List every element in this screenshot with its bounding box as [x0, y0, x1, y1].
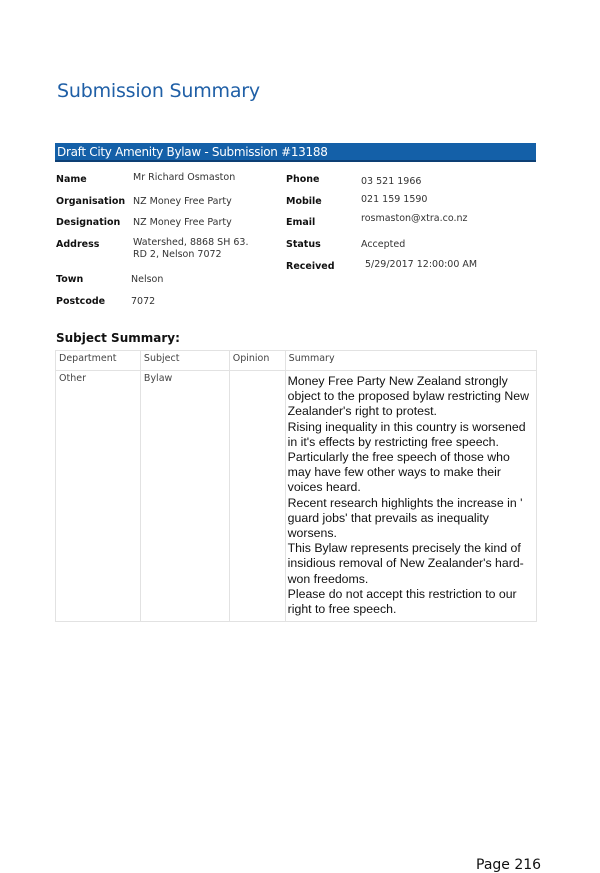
page-title: Submission Summary	[57, 80, 260, 102]
submission-banner	[55, 143, 536, 162]
table-header-row	[56, 351, 537, 371]
subject-summary-heading: Subject Summary:	[56, 331, 180, 345]
organisation-value: NZ Money Free Party	[133, 196, 232, 207]
column-header-subject: Subject	[140, 351, 229, 371]
subject-cell: Bylaw	[140, 371, 229, 622]
table-row	[56, 371, 537, 622]
page-number: Page 216	[476, 857, 542, 873]
town-label: Town	[56, 274, 84, 285]
name-label: Name	[56, 174, 87, 185]
column-header-opinion: Opinion	[229, 351, 285, 371]
column-header-department: Department	[56, 351, 141, 371]
opinion-cell	[229, 371, 285, 622]
column-header-summary: Summary	[285, 351, 536, 371]
summary-paragraph: This Bylaw represents precisely the kind of insidious removal of New Zealander's hard-won freedoms.	[287, 541, 524, 586]
summary-paragraph: Recent research highlights the increase in ' guard jobs' that prevails as inequality worsens.	[287, 495, 523, 541]
town-value: Nelson	[131, 274, 164, 285]
address-line-1: Watershed, 8868 SH 63.	[133, 237, 249, 248]
email-value: rosmaston@xtra.co.nz	[361, 213, 468, 224]
summary-cell	[285, 371, 536, 622]
email-label: Email	[286, 217, 316, 228]
status-label: Status	[286, 239, 321, 250]
submission-title: Draft City Amenity Bylaw - Submission #13188	[57, 145, 328, 159]
summary-paragraph: Money Free Party New Zealand strongly object to the proposed bylaw restricting New Zealander's right to protest.	[287, 374, 529, 419]
summary-paragraph: Please do not accept this restriction to our right to free speech.	[287, 586, 517, 617]
phone-label: Phone	[286, 174, 320, 185]
status-value: Accepted	[361, 239, 406, 250]
organisation-label: Organisation	[56, 196, 126, 207]
designation-label: Designation	[56, 217, 121, 228]
received-value: 5/29/2017 12:00:00 AM	[365, 259, 478, 270]
department-cell: Other	[56, 371, 141, 622]
postcode-label: Postcode	[56, 296, 106, 307]
subject-summary-table	[55, 350, 537, 622]
phone-value: 03 521 1966	[361, 176, 422, 187]
address-label: Address	[56, 239, 100, 250]
address-line-2: RD 2, Nelson 7072	[133, 249, 222, 260]
mobile-label: Mobile	[286, 196, 322, 207]
received-label: Received	[286, 261, 335, 272]
mobile-value: 021 159 1590	[361, 194, 428, 205]
summary-paragraph: Rising inequality in this country is worsened in it's effects by restricting free speech. Particularly the free speech of those who may have few other ways to make their voices heard.	[287, 419, 526, 495]
postcode-value: 7072	[131, 296, 156, 307]
designation-value: NZ Money Free Party	[133, 217, 232, 228]
name-value: Mr Richard Osmaston	[133, 172, 236, 183]
